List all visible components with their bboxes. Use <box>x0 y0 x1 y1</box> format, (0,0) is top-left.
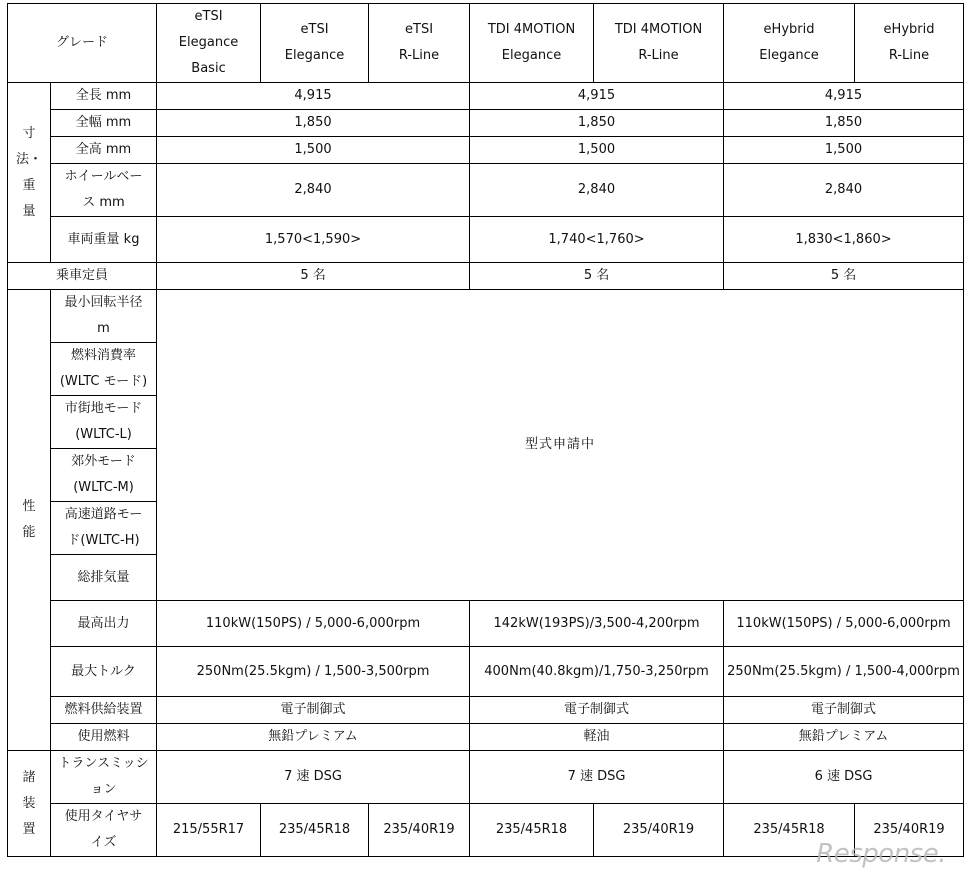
row-width <box>8 110 964 137</box>
row-height <box>8 137 964 164</box>
group-dims-c4: 量 <box>22 203 36 219</box>
grade-col-2-line2: Elegance <box>284 48 345 63</box>
grade-col-2-line1: eTSI <box>300 22 329 37</box>
group-perf-c2: 能 <box>22 525 36 540</box>
label-fuel-economy <box>51 343 157 396</box>
label-fuel-economy-line2: (WLTC モード) <box>59 374 148 389</box>
value-cell: 2,840 <box>470 164 724 217</box>
value-cell: 5 名 <box>724 263 964 290</box>
value-cell: 1,500 <box>157 137 470 164</box>
label-tires-line2: イズ <box>90 835 117 850</box>
label-capacity: 乗車定員 <box>8 263 157 290</box>
value-cell: 1,570<1,590> <box>157 217 470 263</box>
label-city-line1: 市街地モード <box>64 401 143 416</box>
label-tires <box>51 804 157 857</box>
value-cell: 1,740<1,760> <box>470 217 724 263</box>
value-cell: 5 名 <box>157 263 470 290</box>
value-cell: 7 速 DSG <box>470 751 724 804</box>
label-torque: 最大トルク <box>51 647 157 697</box>
label-height: 全高 mm <box>51 137 157 164</box>
grade-col-4-line1: TDI 4MOTION <box>487 22 576 37</box>
watermark-logo: Response. <box>816 839 946 869</box>
value-cell: 1,500 <box>724 137 964 164</box>
row-torque <box>8 647 964 697</box>
group-equip <box>8 751 51 857</box>
grade-col-3-line2: R-Line <box>398 48 440 63</box>
group-equip-c3: 置 <box>22 821 36 837</box>
grade-col-1-line3: Basic <box>191 61 226 76</box>
spec-table <box>7 3 964 857</box>
row-length <box>8 83 964 110</box>
label-wheelbase-line1: ホイールベー <box>64 169 143 184</box>
value-cell: 軽油 <box>470 724 724 751</box>
group-dims-c2: 法・ <box>15 151 42 167</box>
label-transmission <box>51 751 157 804</box>
group-dims-c1: 寸 <box>22 125 36 141</box>
value-cell: 250Nm(25.5kgm) / 1,500-4,000rpm <box>724 647 964 697</box>
value-cell: 電子制御式 <box>724 697 964 724</box>
value-cell: 110kW(150PS) / 5,000-6,000rpm <box>724 601 964 647</box>
grade-col-7 <box>855 4 964 83</box>
value-cell: 400Nm(40.8kgm)/1,750-3,250rpm <box>470 647 724 697</box>
grade-col-6-line2: Elegance <box>759 48 819 63</box>
label-turning-line2: m <box>97 321 110 336</box>
label-highway-line2: ド(WLTC-H) <box>67 533 140 548</box>
value-cell: 無鉛プレミアム <box>724 724 964 751</box>
value-cell: 5 名 <box>470 263 724 290</box>
value-cell: 4,915 <box>724 83 964 110</box>
label-city <box>51 396 157 449</box>
grade-col-4-line2: Elegance <box>501 48 562 63</box>
label-transmission-line2: ョン <box>90 782 117 797</box>
pending-notice: 型式申請中 <box>157 290 964 601</box>
tire-cell: 235/40R19 <box>594 804 724 857</box>
value-cell: 4,915 <box>470 83 724 110</box>
value-cell: 1,850 <box>470 110 724 137</box>
tire-cell: 235/45R18 <box>470 804 594 857</box>
group-equip-c1: 諸 <box>22 769 36 785</box>
tire-cell: 235/45R18 <box>261 804 369 857</box>
tire-cell: 235/45R18 <box>724 804 855 857</box>
row-power <box>8 601 964 647</box>
label-fuel-economy-line1: 燃料消費率 <box>71 348 137 363</box>
label-fuel-system: 燃料供給装置 <box>51 697 157 724</box>
value-cell: 電子制御式 <box>470 697 724 724</box>
grade-col-5-line2: R-Line <box>638 48 679 63</box>
value-cell: 110kW(150PS) / 5,000-6,000rpm <box>157 601 470 647</box>
group-perf-c1: 性 <box>22 499 36 514</box>
label-power: 最高出力 <box>51 601 157 647</box>
label-suburb <box>51 449 157 502</box>
tire-cell: 235/40R19 <box>855 804 964 857</box>
value-cell: 2,840 <box>157 164 470 217</box>
value-cell: 1,830<1,860> <box>724 217 964 263</box>
label-city-line2: (WLTC-L) <box>75 427 132 442</box>
label-suburb-line2: (WLTC-M) <box>73 480 134 495</box>
row-turning <box>8 290 964 343</box>
group-perf <box>8 290 51 751</box>
label-wheelbase-line2: ス mm <box>82 195 125 210</box>
grade-header: グレード <box>8 4 157 83</box>
label-highway <box>51 502 157 555</box>
label-length: 全長 mm <box>51 83 157 110</box>
value-cell: 6 速 DSG <box>724 751 964 804</box>
row-capacity <box>8 263 964 290</box>
grade-col-5-line1: TDI 4MOTION <box>614 22 703 37</box>
grade-col-1-line2: Elegance <box>178 35 239 50</box>
grade-col-1-line1: eTSI <box>194 9 223 24</box>
group-dims <box>8 83 51 263</box>
row-fuel-system <box>8 697 964 724</box>
value-cell: 無鉛プレミアム <box>157 724 470 751</box>
grade-col-6 <box>724 4 855 83</box>
grade-col-2 <box>261 4 369 83</box>
label-width: 全幅 mm <box>51 110 157 137</box>
grade-col-7-line2: R-Line <box>888 48 930 63</box>
label-turning <box>51 290 157 343</box>
group-dims-c3: 重 <box>22 177 36 193</box>
label-highway-line1: 高速道路モー <box>64 507 143 522</box>
value-cell: 1,850 <box>724 110 964 137</box>
label-wheelbase <box>51 164 157 217</box>
value-cell: 電子制御式 <box>157 697 470 724</box>
grade-col-4 <box>470 4 594 83</box>
label-transmission-line1: トランスミッシ <box>58 756 149 771</box>
grade-col-5 <box>594 4 724 83</box>
value-cell: 4,915 <box>157 83 470 110</box>
value-cell: 250Nm(25.5kgm) / 1,500-3,500rpm <box>157 647 470 697</box>
row-transmission <box>8 751 964 804</box>
tire-cell: 215/55R17 <box>157 804 261 857</box>
value-cell: 1,500 <box>470 137 724 164</box>
grade-col-3 <box>369 4 470 83</box>
value-cell: 2,840 <box>724 164 964 217</box>
grade-col-7-line1: eHybrid <box>883 22 935 37</box>
label-fuel-type: 使用燃料 <box>51 724 157 751</box>
grade-col-1 <box>157 4 261 83</box>
label-tires-line1: 使用タイヤサ <box>64 809 143 824</box>
group-equip-c2: 装 <box>22 795 36 811</box>
grade-col-3-line1: eTSI <box>405 22 434 37</box>
label-suburb-line1: 郊外モード <box>71 454 136 469</box>
row-weight <box>8 217 964 263</box>
label-turning-line1: 最小回転半径 <box>64 295 143 310</box>
row-fuel-type <box>8 724 964 751</box>
value-cell: 1,850 <box>157 110 470 137</box>
header-row <box>8 4 964 83</box>
row-wheelbase <box>8 164 964 217</box>
label-displacement: 総排気量 <box>51 555 157 601</box>
label-weight: 車両重量 kg <box>51 217 157 263</box>
grade-col-6-line1: eHybrid <box>763 22 815 37</box>
value-cell: 142kW(193PS)/3,500-4,200rpm <box>470 601 724 647</box>
tire-cell: 235/40R19 <box>369 804 470 857</box>
value-cell: 7 速 DSG <box>157 751 470 804</box>
